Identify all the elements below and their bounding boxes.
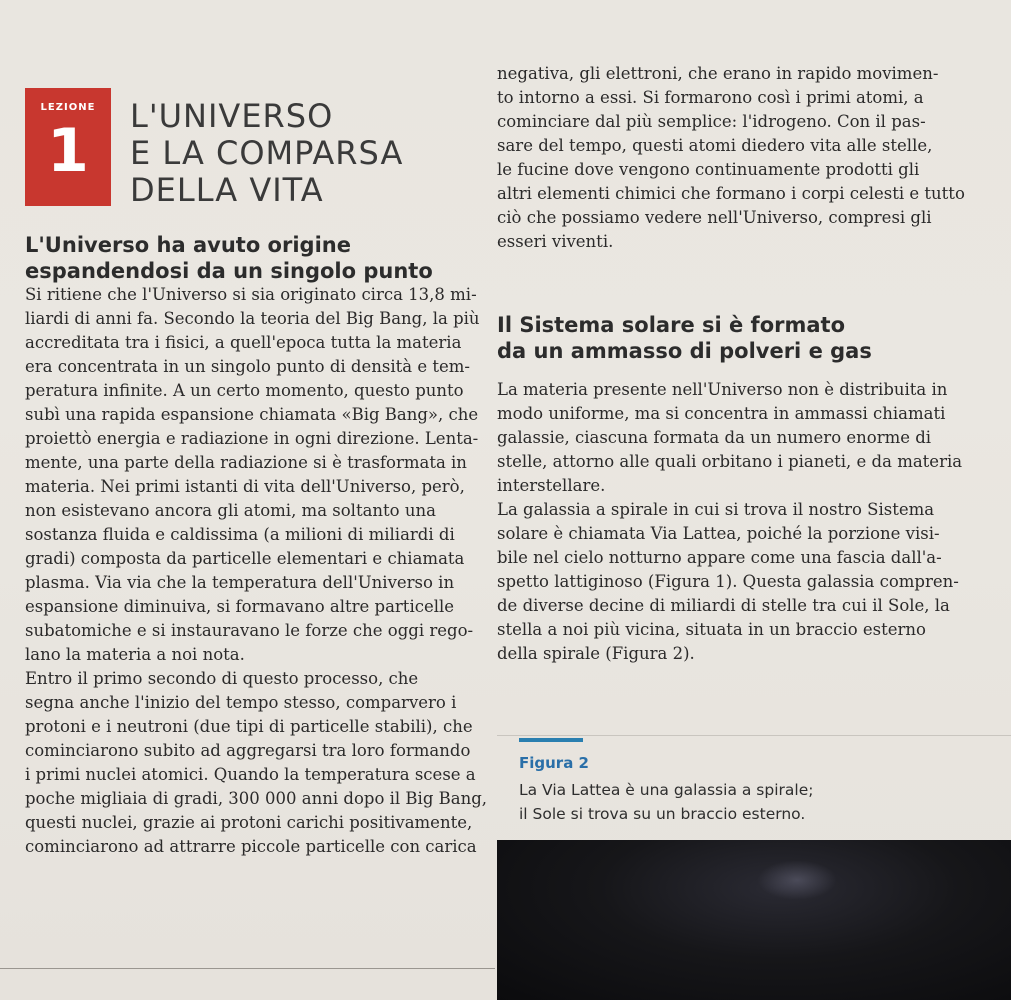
text-line: bile nel cielo notturno appare come una fascia dall'a- <box>497 548 942 567</box>
text-line: gradi) composta da particelle elementari e chiamata <box>25 549 465 568</box>
lesson-number: 1 <box>47 116 89 186</box>
figure-caption <box>519 778 813 826</box>
text-line: della spirale (Figura 2). <box>497 644 695 663</box>
section-heading-solar-system <box>497 312 872 364</box>
text-line: La materia presente nell'Universo non è distribuita in <box>497 380 948 399</box>
text-line: de diverse decine di miliardi di stelle tra cui il Sole, la <box>497 596 950 615</box>
text-line: Si ritiene che l'Universo si sia originato circa 13,8 mi- <box>25 285 477 304</box>
chapter-title-line: DELLA VITA <box>130 171 324 209</box>
right-column-text-bottom <box>497 378 997 666</box>
text-line: cominciare dal più semplice: l'idrogeno. Con il pas- <box>497 112 926 131</box>
text-line: ciò che possiamo vedere nell'Universo, compresi gli <box>497 208 932 227</box>
figure-accent-bar <box>519 738 583 742</box>
right-column-text-top <box>497 62 997 254</box>
caption-line: La Via Lattea è una galassia a spirale; <box>519 781 814 799</box>
text-line: Entro il primo secondo di questo processo, che <box>25 669 419 688</box>
text-line: peratura infinite. A un certo momento, questo punto <box>25 381 464 400</box>
text-line: solare è chiamata Via Lattea, poiché la porzione visi- <box>497 524 940 543</box>
footer-rule <box>0 968 495 969</box>
text-line: modo uniforme, ma si concentra in ammassi chiamati <box>497 404 946 423</box>
text-line: le fucine dove vengono continuamente prodotti gli <box>497 160 920 179</box>
heading-line: espandendosi da un singolo punto <box>25 259 433 283</box>
text-line: liardi di anni fa. Secondo la teoria del Big Bang, la più <box>25 309 480 328</box>
text-line: sare del tempo, questi atomi diedero vita alle stelle, <box>497 136 933 155</box>
chapter-title-line: L'UNIVERSO <box>130 97 334 135</box>
text-line: negativa, gli elettroni, che erano in rapido movimen- <box>497 64 939 83</box>
text-line: subì una rapida espansione chiamata «Big Bang», che <box>25 405 479 424</box>
text-line: plasma. Via via che la temperatura dell'Universo in <box>25 573 455 592</box>
text-line: sostanza fluida e caldissima (a milioni di miliardi di <box>25 525 455 544</box>
text-line: cominciarono subito ad aggregarsi tra loro formando <box>25 741 471 760</box>
text-line: espansione diminuiva, si formavano altre particelle <box>25 597 455 616</box>
caption-line: il Sole si trova su un braccio esterno. <box>519 805 806 823</box>
figure-caption-box <box>497 735 1011 836</box>
text-line: lano la materia a noi nota. <box>25 645 245 664</box>
text-line: subatomiche e si instauravano le forze che oggi rego- <box>25 621 474 640</box>
text-line: to intorno a essi. Si formarono così i primi atomi, a <box>497 88 924 107</box>
text-line: non esistevano ancora gli atomi, ma soltanto una <box>25 501 436 520</box>
text-line: accreditata tra i fisici, a quell'epoca tutta la materia <box>25 333 462 352</box>
left-column-text <box>25 283 495 859</box>
chapter-title-line: E LA COMPARSA <box>130 134 404 172</box>
text-line: segna anche l'inizio del tempo stesso, comparvero i <box>25 693 457 712</box>
text-line: era concentrata in un singolo punto di densità e tem- <box>25 357 470 376</box>
text-line: materia. Nei primi istanti di vita dell'Universo, però, <box>25 477 465 496</box>
milky-way-image <box>497 840 1011 1000</box>
text-line: stella a noi più vicina, situata in un braccio esterno <box>497 620 926 639</box>
text-line: interstellare. <box>497 476 606 495</box>
lesson-label: LEZIONE <box>40 102 96 113</box>
text-line: protoni e i neutroni (due tipi di particelle stabili), che <box>25 717 473 736</box>
text-line: esseri viventi. <box>497 232 614 251</box>
text-line: questi nuclei, grazie ai protoni carichi positivamente, <box>25 813 473 832</box>
section-heading-universe <box>25 232 433 284</box>
text-line: altri elementi chimici che formano i corpi celesti e tutto <box>497 184 965 203</box>
figure-label: Figura 2 <box>519 754 589 772</box>
text-line: mente, una parte della radiazione si è trasformata in <box>25 453 467 472</box>
text-line: i primi nuclei atomici. Quando la temperatura scese a <box>25 765 476 784</box>
heading-line: Il Sistema solare si è formato <box>497 313 845 337</box>
text-line: stelle, attorno alle quali orbitano i pianeti, e da materia <box>497 452 963 471</box>
chapter-title <box>130 98 403 209</box>
text-line: cominciarono ad attrarre piccole particelle con carica <box>25 837 477 856</box>
heading-line: L'Universo ha avuto origine <box>25 233 351 257</box>
galaxy-core <box>757 860 837 900</box>
text-line: poche migliaia di gradi, 300 000 anni dopo il Big Bang, <box>25 789 488 808</box>
text-line: galassie, ciascuna formata da un numero enorme di <box>497 428 932 447</box>
text-line: spetto lattiginoso (Figura 1). Questa galassia compren- <box>497 572 959 591</box>
lesson-badge <box>25 88 111 206</box>
text-line: proiettò energia e radiazione in ogni direzione. Lenta- <box>25 429 479 448</box>
heading-line: da un ammasso di polveri e gas <box>497 339 872 363</box>
text-line: La galassia a spirale in cui si trova il nostro Sistema <box>497 500 935 519</box>
